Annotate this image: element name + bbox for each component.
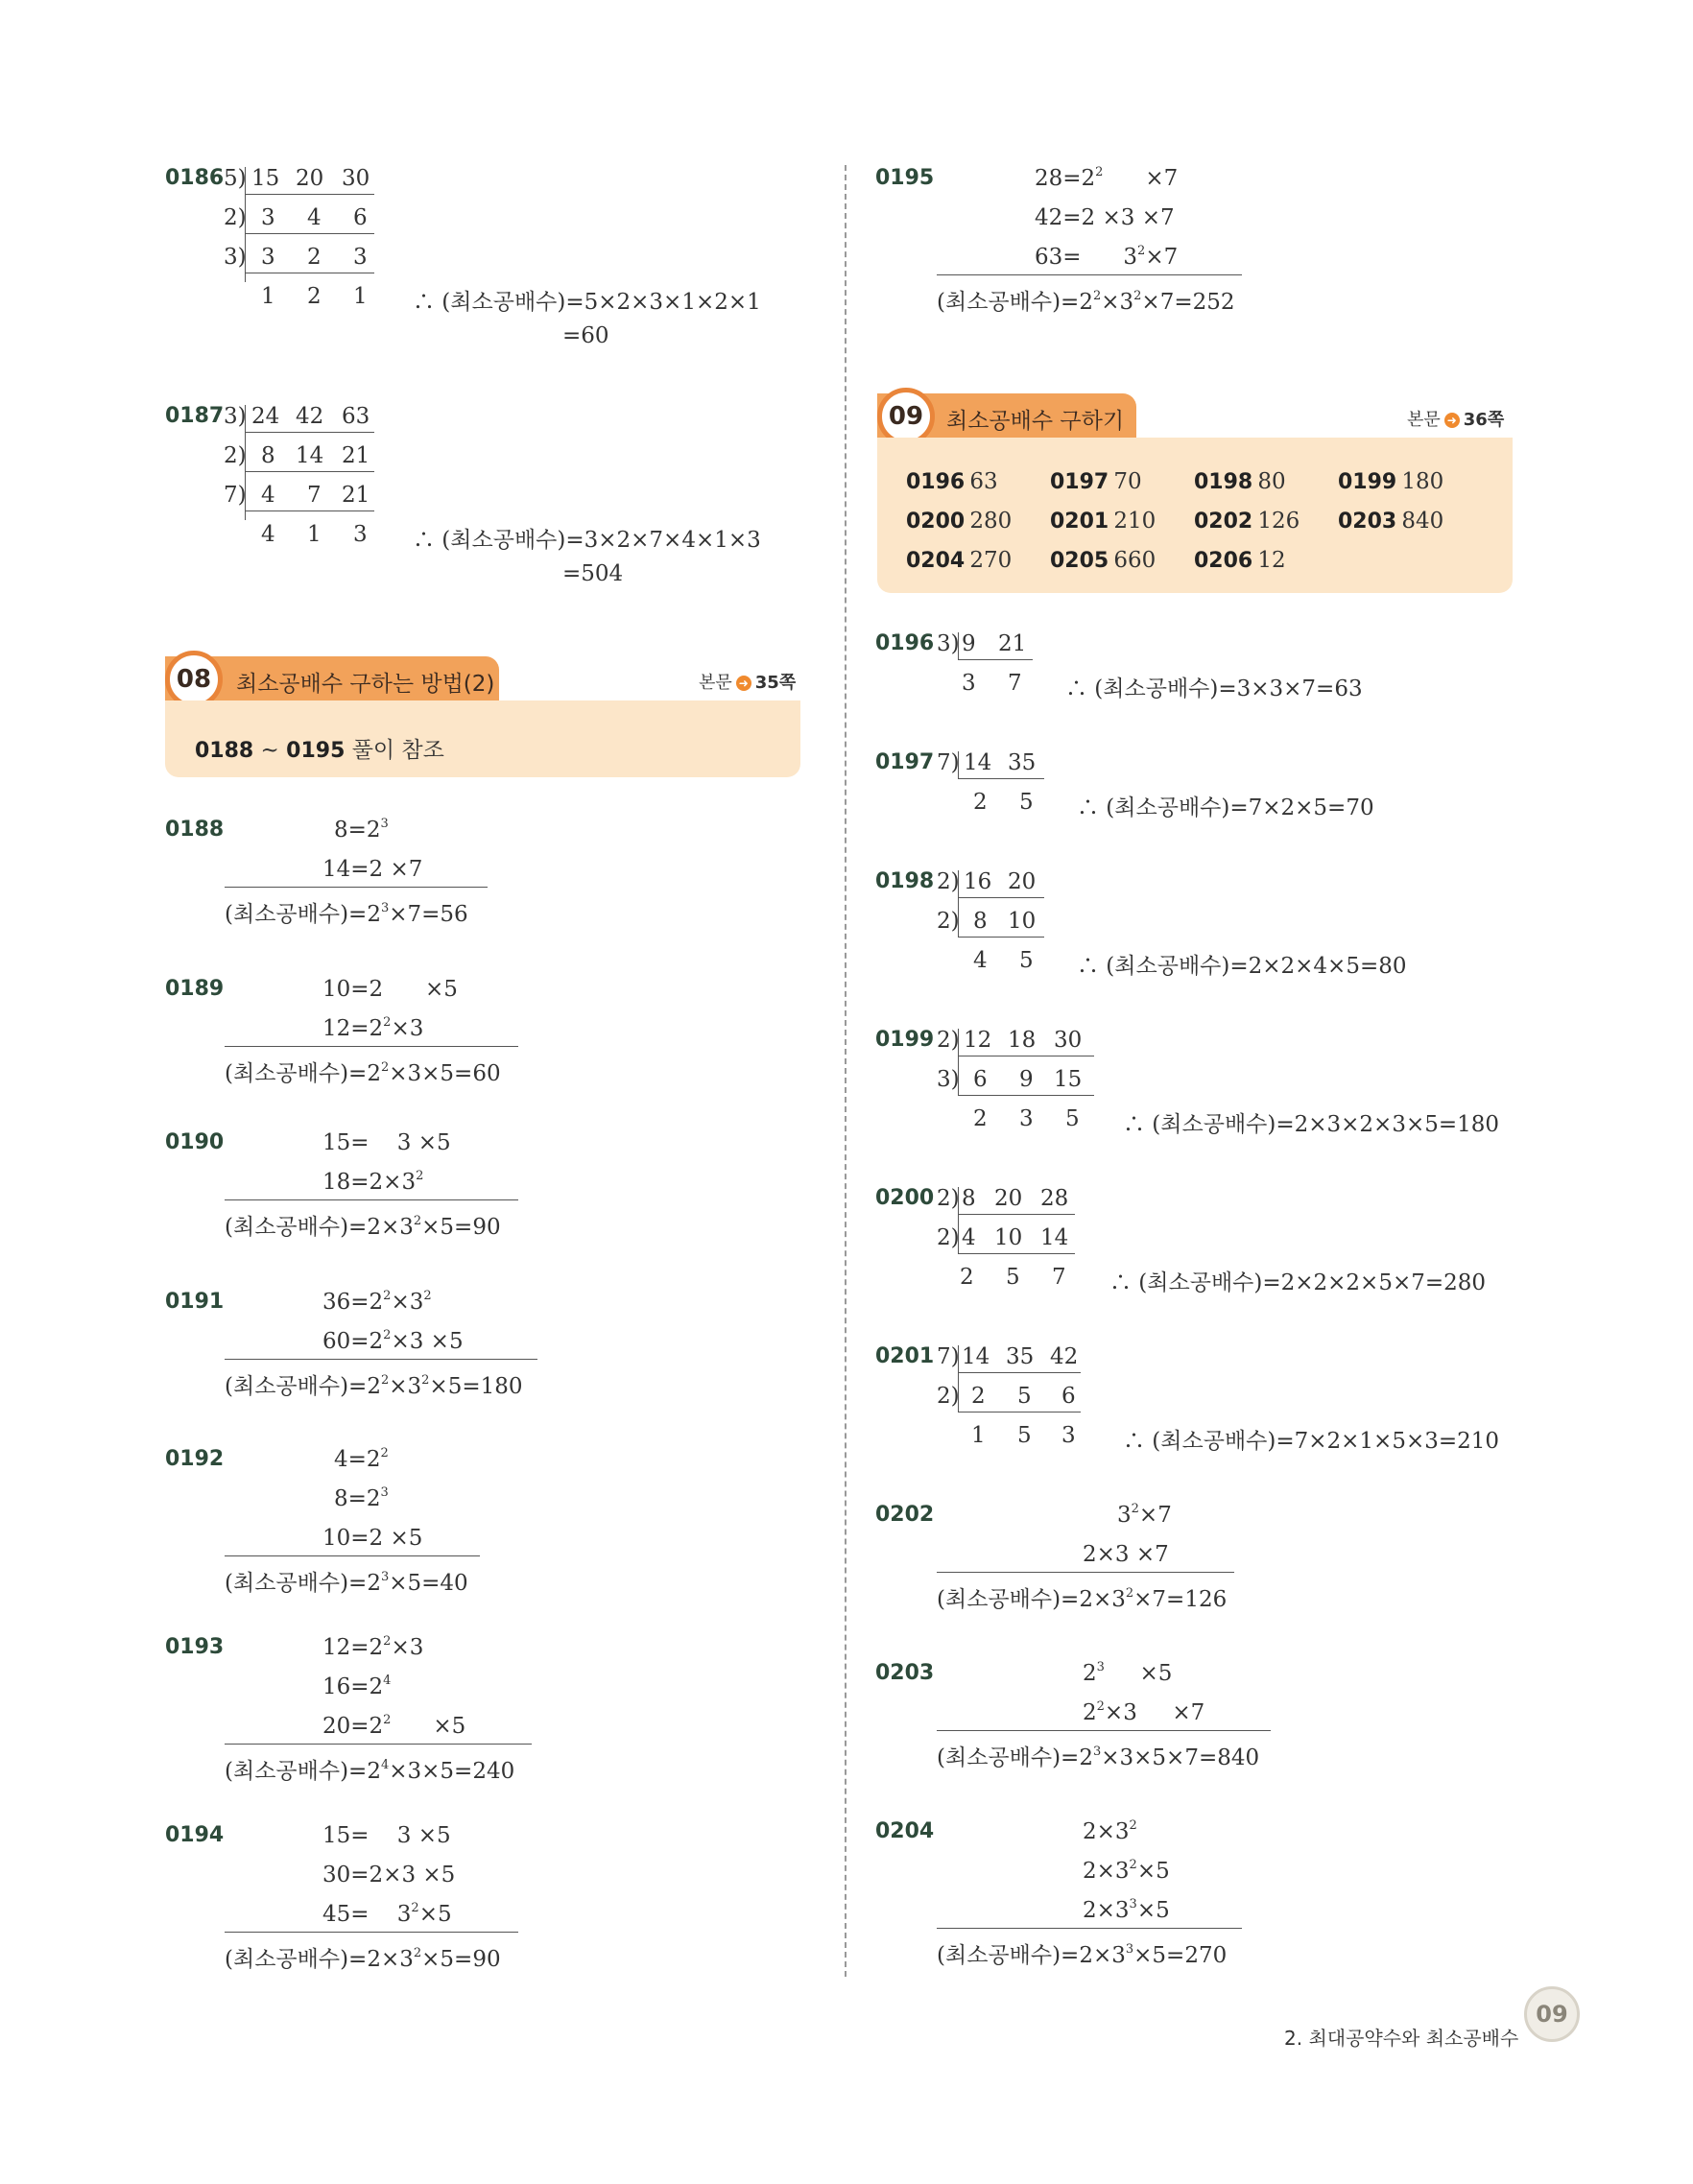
answer-item: 0205 660 — [1050, 548, 1156, 573]
page-number: 09 — [1524, 1986, 1580, 2042]
page-reference: 본문 ➜ 36쪽 — [1407, 410, 1505, 430]
answer-item: 0197 70 — [1050, 469, 1142, 494]
problem-number: 0201 — [875, 1344, 935, 1368]
chapter-title: 2. 최대공약수와 최소공배수 — [1284, 2027, 1519, 2050]
result-line: ∴ (최소공배수)=5×2×3×1×2×1 — [413, 290, 761, 315]
problem-number: 0194 — [165, 1823, 225, 1847]
problem-number: 0187 — [165, 404, 225, 428]
problem-number: 0203 — [875, 1661, 935, 1685]
result-line: =504 — [562, 561, 624, 586]
answer-item: 0198 80 — [1194, 469, 1286, 494]
problem-number: 0198 — [875, 869, 935, 893]
problem-number: 0200 — [875, 1186, 935, 1210]
problem-number: 0196 — [875, 631, 935, 655]
page-reference: 본문 ➜ 35쪽 — [699, 673, 797, 693]
result-line: =60 — [562, 323, 609, 348]
problem-number: 0190 — [165, 1130, 225, 1154]
problem-number: 0189 — [165, 977, 225, 1001]
problem-number: 0191 — [165, 1290, 225, 1314]
column-divider — [845, 165, 846, 1977]
arrow-right-icon: ➜ — [1444, 413, 1460, 428]
problem-number: 0195 — [875, 166, 935, 190]
section-badge: 09 — [877, 388, 935, 445]
result-line: ∴ (최소공배수)=7×2×5=70 — [1077, 795, 1374, 820]
result-line: ∴ (최소공배수)=7×2×1×5×3=210 — [1123, 1429, 1500, 1454]
answer-item: 0203 840 — [1338, 509, 1444, 534]
problem-number: 0199 — [875, 1028, 935, 1052]
result-line: ∴ (최소공배수)=2×3×2×3×5=180 — [1123, 1112, 1500, 1137]
problem-number: 0192 — [165, 1447, 225, 1471]
section-title: 최소공배수 구하기 — [946, 409, 1125, 434]
answer-item: 0200 280 — [906, 509, 1013, 534]
answer-item: 0204 270 — [906, 548, 1013, 573]
problem-number: 0186 — [165, 166, 225, 190]
answer-item: 0199 180 — [1338, 469, 1444, 494]
result-line: ∴ (최소공배수)=2×2×4×5=80 — [1077, 954, 1407, 979]
section-title: 최소공배수 구하는 방법(2) — [236, 672, 495, 697]
problem-number: 0204 — [875, 1819, 935, 1843]
section-badge: 08 — [165, 651, 223, 708]
result-line: ∴ (최소공배수)=3×2×7×4×1×3 — [413, 528, 761, 553]
result-line: ∴ (최소공배수)=2×2×2×5×7=280 — [1109, 1270, 1487, 1295]
problem-number: 0188 — [165, 818, 225, 842]
problem-number: 0197 — [875, 750, 935, 774]
section-note: 0188 ~ 0195 풀이 참조 — [195, 738, 444, 763]
problem-number: 0202 — [875, 1503, 935, 1527]
answer-item: 0196 63 — [906, 469, 998, 494]
problem-number: 0193 — [165, 1635, 225, 1659]
arrow-right-icon: ➜ — [736, 676, 751, 691]
result-line: ∴ (최소공배수)=3×3×7=63 — [1065, 677, 1363, 701]
answer-item: 0206 12 — [1194, 548, 1286, 573]
answer-item: 0201 210 — [1050, 509, 1156, 534]
answer-item: 0202 126 — [1194, 509, 1300, 534]
